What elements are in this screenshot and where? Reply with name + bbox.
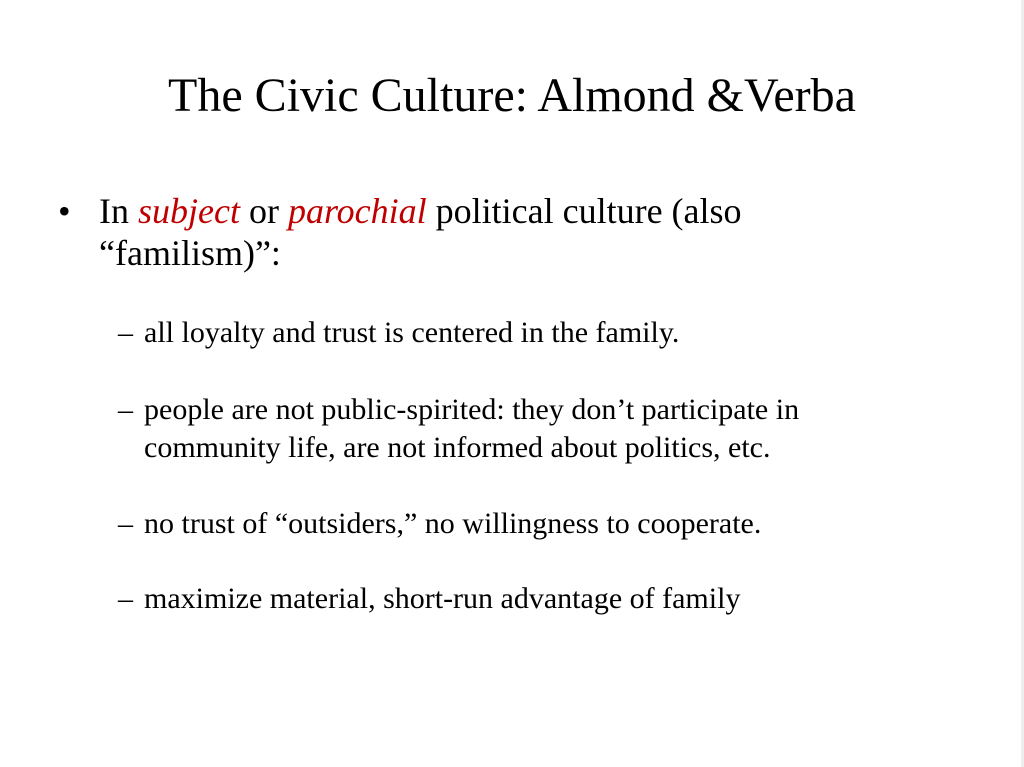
sub-bullet-text: people are not public-spirited: they don’t participate in community life, are not informed about politics, etc. [144, 393, 800, 464]
sub-bullet-text: maximize material, short-run advantage of family [144, 582, 741, 615]
emphasis-parochial: parochial [287, 191, 427, 231]
main-bullet [58, 190, 878, 274]
bullet-marker: • [58, 191, 71, 231]
main-bullet-text-part: political culture (also “familism)”: [99, 191, 742, 273]
dash-marker: – [118, 507, 133, 540]
sub-bullet-text: no trust of “outsiders,” no willingness to cooperate. [144, 507, 762, 540]
main-bullet-text-part: In [99, 191, 138, 231]
sub-bullet [118, 391, 918, 467]
slide-title: The Civic Culture: Almond &Verba [168, 69, 856, 122]
emphasis-subject: subject [138, 191, 240, 231]
sub-bullet [118, 314, 918, 352]
sub-bullet-text: all loyalty and trust is centered in the family. [144, 316, 680, 349]
sub-bullet [118, 505, 918, 543]
main-bullet-text-part: or [239, 191, 288, 231]
dash-marker: – [118, 582, 133, 615]
dash-marker: – [118, 316, 133, 349]
dash-marker: – [118, 393, 133, 426]
main-bullet-text [99, 190, 878, 274]
sub-bullet [118, 580, 918, 618]
